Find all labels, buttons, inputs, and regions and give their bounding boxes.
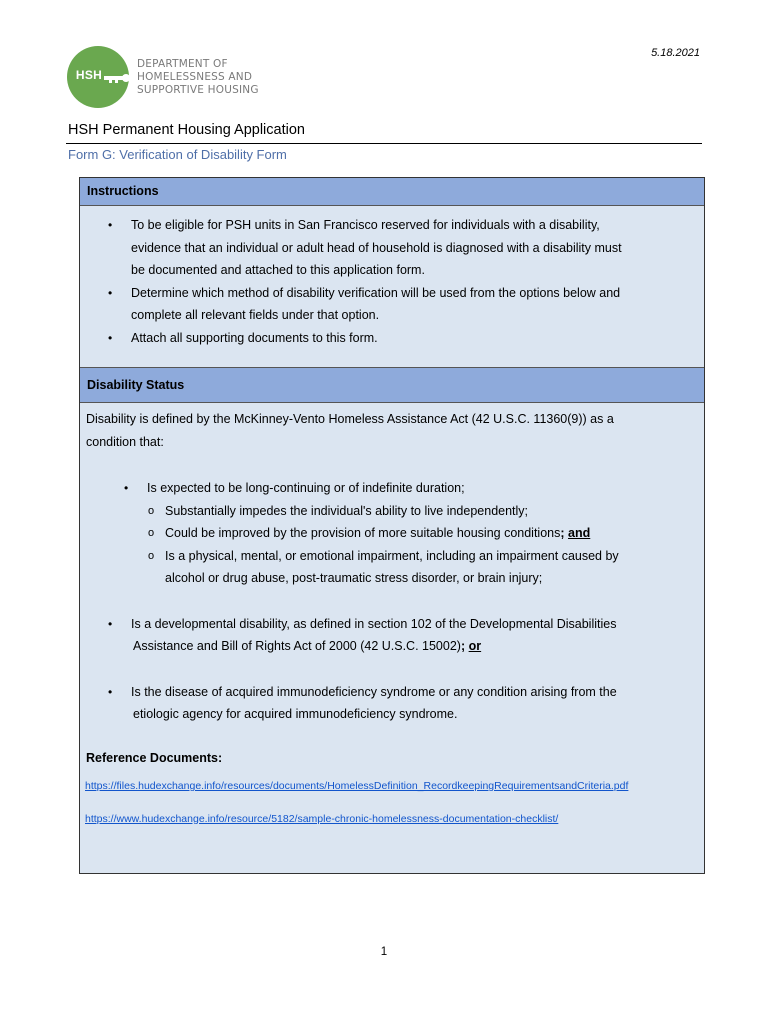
bullet-icon: • bbox=[124, 481, 129, 495]
text-line: To be eligible for PSH units in San Francisco reserved for individuals with a disability, bbox=[131, 218, 600, 232]
criteria-item bbox=[80, 477, 704, 500]
instruction-item bbox=[80, 327, 704, 350]
logo-abbr: HSH bbox=[75, 68, 103, 82]
application-title: HSH Permanent Housing Application bbox=[68, 122, 305, 138]
criteria-subitem bbox=[80, 522, 704, 545]
text-line: Substantially impedes the individual's ability to live independently; bbox=[165, 503, 529, 518]
page-number: 1 bbox=[380, 946, 388, 958]
text-line: Is a developmental disability, as defined in section 102 of the Developmental Disabilities bbox=[131, 616, 617, 631]
text-line: be documented and attached to this application form. bbox=[131, 263, 425, 277]
dept-line-1: DEPARTMENT OF bbox=[137, 58, 228, 70]
criteria-item bbox=[80, 681, 704, 726]
criteria-subitem bbox=[80, 545, 704, 590]
or-emphasis: or bbox=[468, 639, 482, 653]
document-date: 5.18.2021 bbox=[651, 47, 700, 59]
disability-section bbox=[80, 403, 704, 830]
text-line: complete all relevant fields under that option. bbox=[131, 308, 380, 322]
text-line: alcohol or drug abuse, post-traumatic stress disorder, or brain injury; bbox=[165, 571, 543, 585]
bullet-icon: • bbox=[108, 330, 113, 345]
separator: ; bbox=[560, 526, 565, 540]
text-line: condition that: bbox=[86, 434, 164, 449]
disability-intro bbox=[80, 408, 704, 453]
bullet-icon: • bbox=[108, 285, 113, 300]
title-divider bbox=[66, 143, 702, 144]
disability-status-header: Disability Status bbox=[80, 368, 704, 403]
text-line: evidence that an individual or adult head of household is diagnosed with a disability must bbox=[131, 240, 622, 255]
text-span: Assistance and Bill of Rights Act of 2000 (42 U.S.C. 15002) bbox=[133, 639, 461, 653]
instructions-section bbox=[80, 206, 704, 368]
criteria-item bbox=[80, 613, 704, 658]
text-span: Could be improved by the provision of more suitable housing conditions bbox=[165, 526, 561, 540]
circle-bullet-icon: o bbox=[148, 504, 155, 517]
separator: ; bbox=[460, 639, 466, 653]
criteria-subitem bbox=[80, 500, 704, 523]
reference-link-1[interactable]: https://files.hudexchange.info/resources/documents/HomelessDefinition_RecordkeepingRequirementsandCriteria.pdf bbox=[85, 780, 629, 792]
dept-line-3: SUPPORTIVE HOUSING bbox=[137, 84, 259, 96]
instructions-header: Instructions bbox=[80, 178, 704, 206]
text-line: Determine which method of disability verification will be used from the options below and bbox=[131, 285, 621, 300]
bullet-icon: • bbox=[108, 218, 113, 232]
form-box bbox=[79, 177, 705, 874]
bullet-icon: • bbox=[108, 684, 113, 699]
bullet-icon: • bbox=[108, 616, 113, 631]
department-name bbox=[137, 58, 259, 97]
text-line bbox=[165, 522, 704, 545]
reference-link-2[interactable]: https://www.hudexchange.info/resource/5182/sample-chronic-homelessness-documentation-checklist/ bbox=[85, 812, 559, 825]
key-icon bbox=[104, 72, 130, 84]
text-line: Is the disease of acquired immunodeficiency syndrome or any condition arising from the bbox=[131, 684, 617, 699]
text-line: Is expected to be long-continuing or of indefinite duration; bbox=[147, 481, 465, 495]
instruction-item bbox=[80, 214, 704, 282]
instruction-item bbox=[80, 282, 704, 327]
reference-documents-header: Reference Documents: bbox=[86, 750, 223, 765]
hsh-logo bbox=[67, 46, 262, 110]
circle-bullet-icon: o bbox=[148, 549, 155, 562]
text-line: Disability is defined by the McKinney-Vento Homeless Assistance Act (42 U.S.C. 11360(9)) as a bbox=[86, 412, 614, 426]
form-title: Form G: Verification of Disability Form bbox=[68, 147, 287, 162]
and-emphasis: and bbox=[568, 526, 591, 540]
text-line bbox=[131, 635, 704, 658]
circle-bullet-icon: o bbox=[148, 527, 155, 539]
text-line: Attach all supporting documents to this form. bbox=[131, 330, 378, 345]
text-line: Is a physical, mental, or emotional impairment, including an impairment caused by bbox=[165, 548, 619, 563]
dept-line-2: HOMELESSNESS AND bbox=[137, 71, 253, 83]
text-line: etiologic agency for acquired immunodeficiency syndrome. bbox=[133, 707, 458, 721]
